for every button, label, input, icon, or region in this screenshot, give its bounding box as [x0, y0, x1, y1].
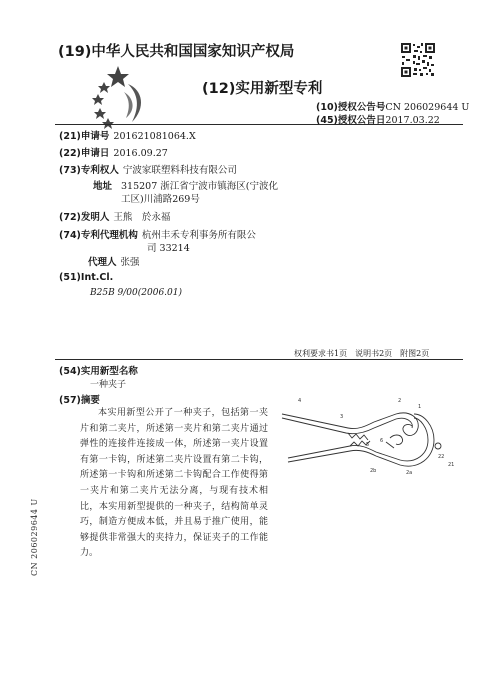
side-publication-number: CN 206029644 U: [30, 498, 39, 576]
grant-number-label: (10)授权公告号: [316, 102, 386, 113]
document-type: (12)实用新型专利: [202, 81, 323, 97]
figure-label: 5: [366, 442, 370, 448]
agency-value-line-1: 杭州丰禾专利事务所有限公: [141, 230, 256, 241]
figure-label: 3: [340, 414, 344, 420]
clip-drawing: [278, 388, 458, 480]
figure-label: 6: [380, 438, 384, 444]
address-line-2: 工区)川浦路269号: [121, 194, 200, 205]
abstract-label: (57)摘要: [59, 395, 100, 406]
figure-label: 4: [298, 398, 302, 404]
utility-model-title-label: (54)实用新型名称: [59, 366, 138, 377]
int-cl-label: (51)Int.Cl.: [59, 272, 114, 283]
agency-row: [59, 227, 256, 241]
inventor-row: [59, 209, 170, 223]
figure-label: 2: [398, 398, 402, 404]
inventor-label: (72)发明人: [59, 212, 110, 223]
national-emblem-icon: [88, 62, 152, 130]
address-label: 地址: [93, 181, 113, 192]
grant-number-value: CN 206029644 U: [385, 102, 470, 113]
application-number-label: (21)申请号: [59, 131, 110, 142]
authority-name: (19)中华人民共和国国家知识产权局: [58, 44, 295, 60]
int-cl-value: B25B 9/00(2006.01): [90, 288, 182, 298]
agency-value-line-2: 司 33214: [147, 243, 190, 254]
figure-label: 2a: [406, 470, 413, 476]
agent-row: [88, 254, 140, 268]
patentee-value: 宁波家联塑料科技有限公司: [122, 165, 237, 176]
address-line-1: 315207 浙江省宁波市镇海区(宁波化: [121, 181, 278, 192]
page-info-divider: [55, 359, 463, 360]
abstract-text: 本实用新型公开了一种夹子，包括第一夹片和第二夹片，所述第一夹片和第二夹片通过弹性的连接件连接成一体，所述第一夹片设置有第一卡钩，所述第二夹片设置有第二卡钩，所述第一卡钩和所述第二卡钩配合工作使得第一夹片和第二夹片无法分离，与现有技术相比，本实用新型提供的一种夹子，结构简单灵巧，制造方便成本低，并且易于推广使用，能够提供非常强大的夹持力，保证夹子的工作能力。: [80, 408, 268, 559]
agent-label: 代理人: [88, 257, 117, 268]
application-date-value: 2016.09.27: [113, 148, 168, 159]
grant-date-label: (45)授权公告日: [316, 115, 386, 126]
application-number-value: 201621081064.X: [113, 131, 196, 142]
inventor-value: 王熊 於永福: [113, 212, 171, 223]
grant-date-value: 2017.03.22: [385, 115, 440, 126]
figure-label: 21: [448, 462, 455, 468]
figure-label: 1: [418, 404, 422, 410]
utility-model-title: 一种夹子: [90, 380, 127, 390]
grant-number-row: [316, 99, 469, 113]
application-date-row: [59, 145, 168, 159]
patentee-row: [59, 162, 237, 176]
agency-label: (74)专利代理机构: [59, 230, 138, 241]
header-divider: [55, 124, 463, 125]
figure-label: 2b: [370, 468, 377, 474]
figure-label: 22: [438, 454, 445, 460]
application-date-label: (22)申请日: [59, 148, 110, 159]
patentee-label: (73)专利权人: [59, 165, 119, 176]
application-number-row: [59, 128, 196, 142]
agent-value: 张强: [120, 257, 140, 268]
page-count-info: 权利要求书1页 说明书2页 附图2页: [294, 349, 430, 358]
qr-code-icon: [400, 42, 436, 78]
